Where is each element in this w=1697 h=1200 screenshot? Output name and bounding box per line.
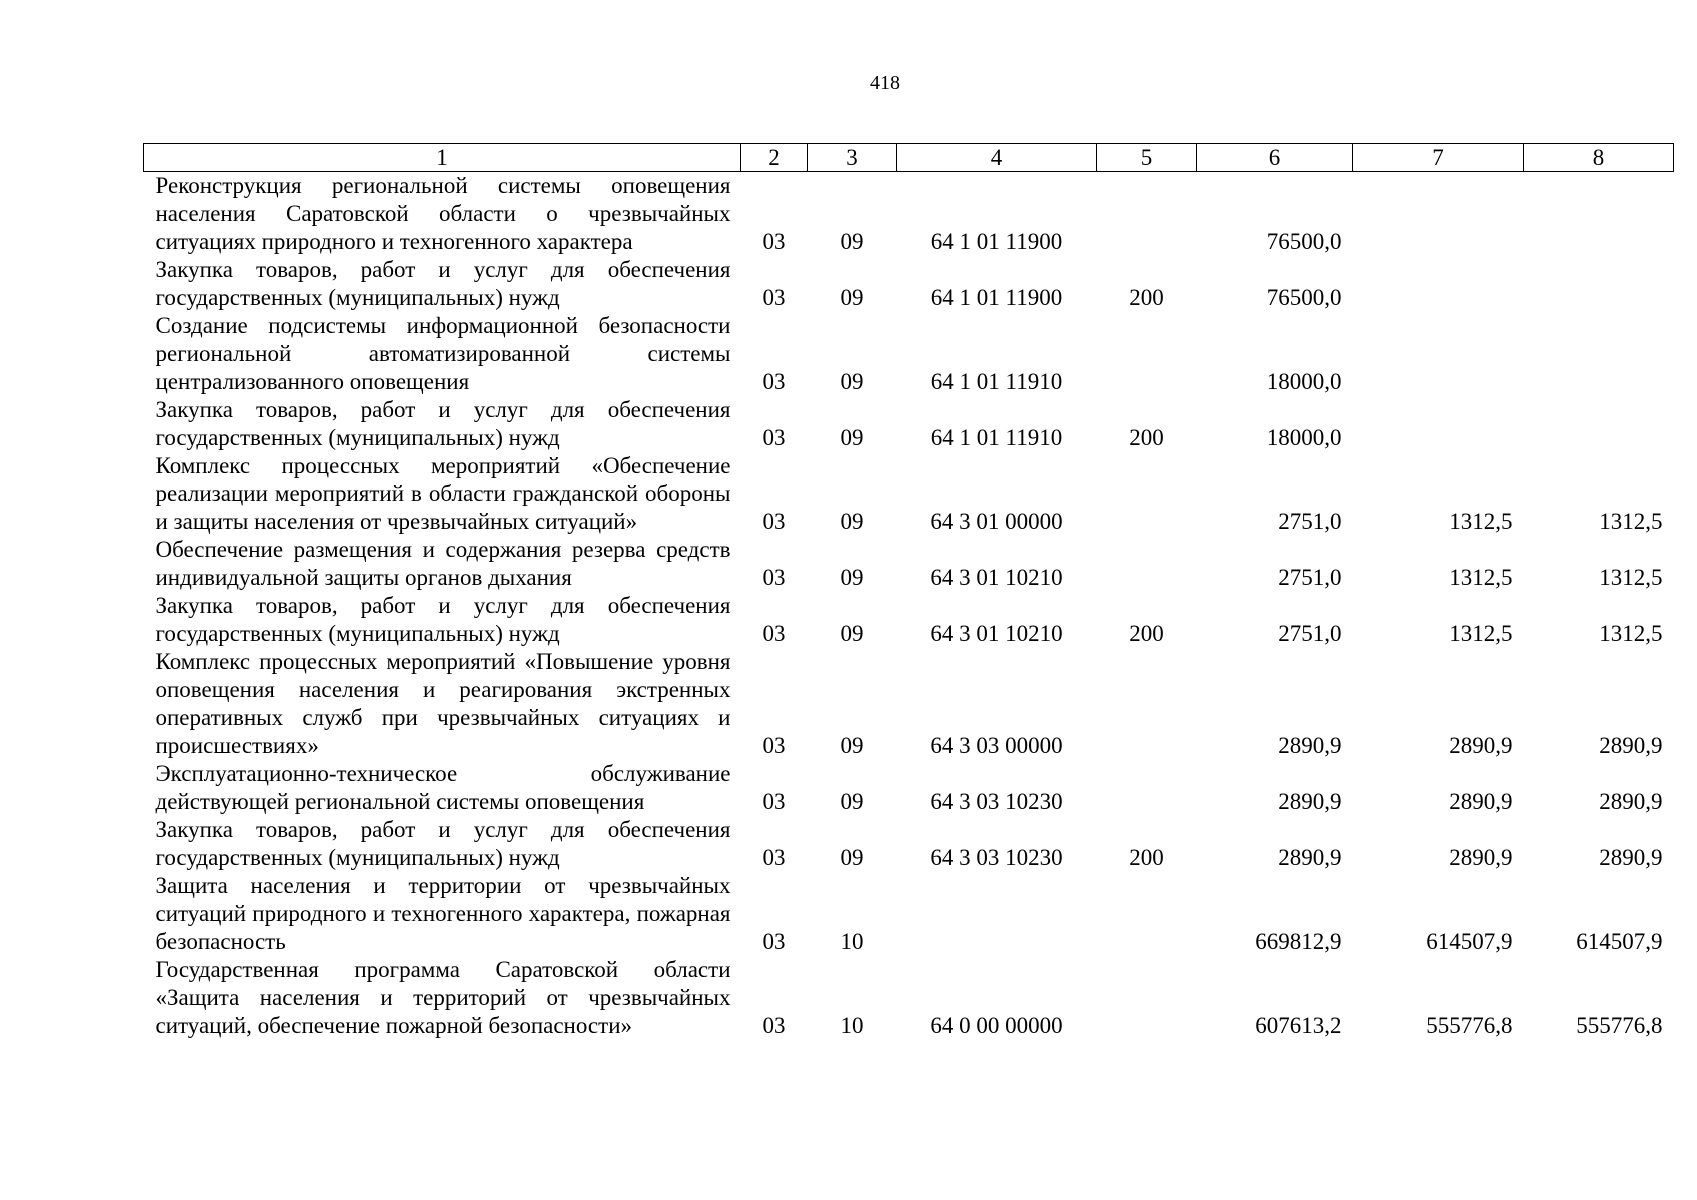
row-section: 03 [762, 285, 786, 310]
row-name: Комплекс процессных мероприятий «Повышение уровня оповещения населения и реагирования экстренных оперативных служб при чрезвычайных ситуациях и происшествиях» [155, 649, 731, 758]
row-value-col6: 76500,0 [1266, 285, 1342, 310]
row-value-col8: 1312,5 [1599, 565, 1663, 590]
row-value-col7 [1353, 396, 1524, 452]
row-expense-type [1097, 536, 1197, 592]
row-value-col7 [1353, 172, 1524, 257]
row-target-article: 64 3 03 10230 [930, 789, 1063, 814]
row-value-col8: 614507,9 [1576, 929, 1663, 954]
table-header [144, 144, 1674, 172]
row-value-col6: 18000,0 [1266, 369, 1342, 394]
row-target-article: 64 1 01 11900 [930, 229, 1063, 254]
row-value-col8 [1524, 256, 1674, 312]
row-target-article: 64 3 01 10210 [930, 621, 1063, 646]
header-col-7: 7 [1353, 144, 1524, 172]
row-target-article: 64 0 00 00000 [930, 1013, 1063, 1038]
table-row [144, 536, 1674, 592]
row-subsection: 09 [840, 845, 864, 870]
row-name: Обеспечение размещения и содержания резерва средств индивидуальной защиты органов дыхания [155, 537, 731, 590]
table-row [144, 396, 1674, 452]
row-name: Эксплуатационно-техническое обслуживание действующей региональной системы оповещения [155, 761, 731, 814]
row-value-col8 [1524, 172, 1674, 257]
row-target-article: 64 3 03 10230 [930, 845, 1063, 870]
row-target-article [897, 872, 1097, 956]
row-section: 03 [762, 565, 786, 590]
row-target-article: 64 3 03 00000 [930, 733, 1063, 758]
row-subsection: 09 [840, 285, 864, 310]
row-expense-type: 200 [1129, 845, 1164, 870]
row-name: Закупка товаров, работ и услуг для обеспечения государственных (муниципальных) нужд [155, 397, 731, 450]
row-value-col7: 2890,9 [1449, 789, 1513, 814]
row-name: Реконструкция региональной системы оповещения населения Саратовской области о чрезвычайных ситуациях природного и техногенного характера [155, 173, 731, 254]
row-value-col7 [1353, 256, 1524, 312]
row-expense-type [1097, 956, 1197, 1040]
row-value-col6: 2751,0 [1278, 565, 1342, 590]
row-value-col7: 1312,5 [1449, 509, 1513, 534]
row-name: Закупка товаров, работ и услуг для обеспечения государственных (муниципальных) нужд [155, 257, 731, 310]
row-subsection: 09 [840, 509, 864, 534]
row-name: Закупка товаров, работ и услуг для обеспечения государственных (муниципальных) нужд [155, 817, 731, 870]
row-section: 03 [762, 845, 786, 870]
budget-table [143, 143, 1674, 1040]
row-value-col6: 669812,9 [1255, 929, 1342, 954]
row-value-col6: 18000,0 [1266, 425, 1342, 450]
row-expense-type [1097, 452, 1197, 536]
table-row [144, 172, 1674, 257]
row-expense-type: 200 [1129, 425, 1164, 450]
row-value-col7 [1353, 312, 1524, 396]
row-subsection: 09 [840, 789, 864, 814]
table-row [144, 256, 1674, 312]
row-value-col7: 1312,5 [1449, 621, 1513, 646]
row-section: 03 [762, 733, 786, 758]
table-row [144, 872, 1674, 956]
row-expense-type [1097, 872, 1197, 956]
row-name: Государственная программа Саратовской области «Защита населения и территорий от чрезвычайных ситуаций, обеспечение пожарной безопасности» [155, 957, 731, 1038]
row-name: Закупка товаров, работ и услуг для обеспечения государственных (муниципальных) нужд [155, 593, 731, 646]
table-row [144, 956, 1674, 1040]
row-target-article: 64 3 01 10210 [930, 565, 1063, 590]
row-expense-type: 200 [1129, 621, 1164, 646]
row-name: Комплекс процессных мероприятий «Обеспечение реализации мероприятий в области гражданской обороны и защиты населения от чрезвычайных ситуаций» [155, 453, 731, 534]
row-value-col6: 2751,0 [1278, 509, 1342, 534]
row-target-article: 64 1 01 11900 [930, 285, 1063, 310]
row-subsection: 09 [840, 369, 864, 394]
row-subsection: 09 [840, 621, 864, 646]
row-value-col7: 1312,5 [1449, 565, 1513, 590]
page-number: 418 [870, 72, 900, 94]
row-value-col6: 2890,9 [1278, 789, 1342, 814]
header-col-6: 6 [1197, 144, 1353, 172]
row-value-col6: 76500,0 [1266, 229, 1342, 254]
row-value-col8: 1312,5 [1599, 509, 1663, 534]
table-row [144, 648, 1674, 760]
row-value-col6: 2751,0 [1278, 621, 1342, 646]
header-col-2: 2 [741, 144, 808, 172]
row-subsection: 09 [840, 229, 864, 254]
header-col-4: 4 [897, 144, 1097, 172]
row-expense-type [1097, 760, 1197, 816]
header-col-8: 8 [1524, 144, 1674, 172]
row-value-col8 [1524, 312, 1674, 396]
row-target-article: 64 1 01 11910 [930, 369, 1063, 394]
header-col-3: 3 [808, 144, 897, 172]
row-expense-type [1097, 172, 1197, 257]
row-section: 03 [762, 929, 786, 954]
row-section: 03 [762, 229, 786, 254]
row-value-col6: 2890,9 [1278, 845, 1342, 870]
row-name: Защита населения и территории от чрезвычайных ситуаций природного и техногенного характера, пожарная безопасность [155, 873, 731, 954]
row-section: 03 [762, 789, 786, 814]
table-body [144, 172, 1674, 1041]
row-value-col8: 555776,8 [1576, 1013, 1663, 1038]
row-value-col7: 555776,8 [1426, 1013, 1513, 1038]
row-value-col8 [1524, 396, 1674, 452]
header-col-1: 1 [144, 144, 741, 172]
table-row [144, 452, 1674, 536]
table-row [144, 760, 1674, 816]
row-value-col7: 2890,9 [1449, 845, 1513, 870]
row-section: 03 [762, 509, 786, 534]
row-name: Создание подсистемы информационной безопасности региональной автоматизированной системы централизованного оповещения [155, 313, 731, 394]
row-section: 03 [762, 369, 786, 394]
row-section: 03 [762, 621, 786, 646]
row-expense-type [1097, 312, 1197, 396]
row-value-col6: 607613,2 [1255, 1013, 1342, 1038]
row-subsection: 09 [840, 733, 864, 758]
table-row [144, 312, 1674, 396]
header-col-5: 5 [1097, 144, 1197, 172]
row-target-article: 64 3 01 00000 [930, 509, 1063, 534]
row-value-col6: 2890,9 [1278, 733, 1342, 758]
row-section: 03 [762, 425, 786, 450]
table-row [144, 592, 1674, 648]
row-subsection: 10 [840, 1013, 864, 1038]
row-value-col8: 2890,9 [1599, 733, 1663, 758]
row-target-article: 64 1 01 11910 [930, 425, 1063, 450]
row-subsection: 10 [840, 929, 864, 954]
row-subsection: 09 [840, 565, 864, 590]
row-value-col7: 614507,9 [1426, 929, 1513, 954]
row-value-col7: 2890,9 [1449, 733, 1513, 758]
row-section: 03 [762, 1013, 786, 1038]
row-value-col8: 2890,9 [1599, 789, 1663, 814]
row-expense-type: 200 [1129, 285, 1164, 310]
row-subsection: 09 [840, 425, 864, 450]
header-row [144, 144, 1674, 172]
row-value-col8: 1312,5 [1599, 621, 1663, 646]
table-row [144, 816, 1674, 872]
row-expense-type [1097, 648, 1197, 760]
row-value-col8: 2890,9 [1599, 845, 1663, 870]
